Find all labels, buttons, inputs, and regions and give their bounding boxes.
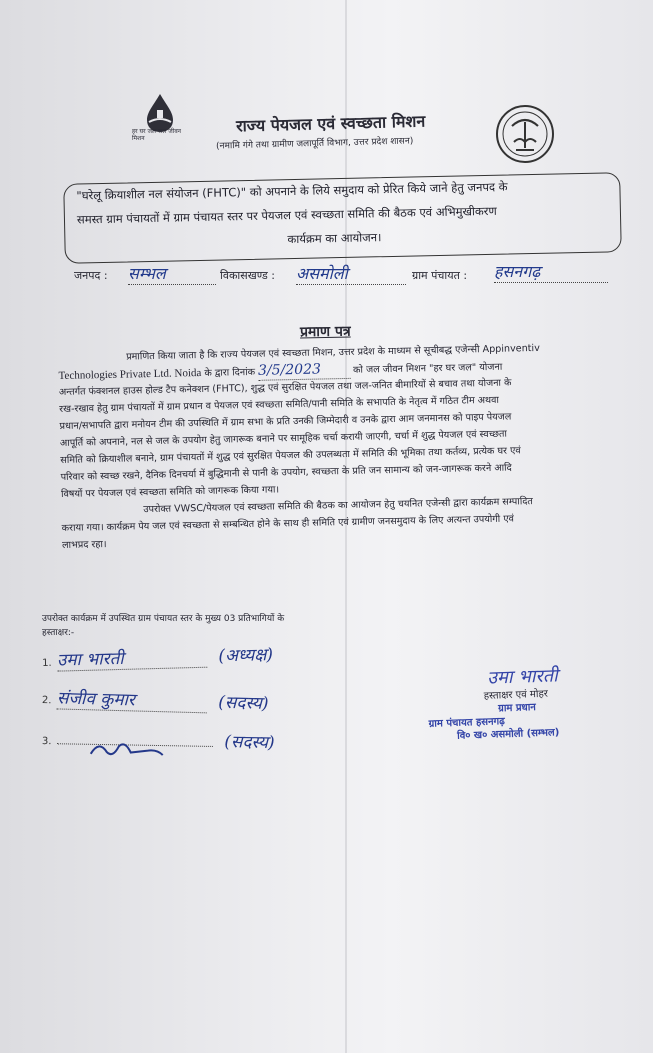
participant-role: (सदस्य) (224, 732, 275, 754)
pradhan-signature: उमा भारती (486, 665, 559, 689)
district-value: सम्भल (128, 262, 216, 285)
body-line-6: आपूर्ति को अपनाने, नल से जल के उपयोग हेतु जागरूक बनाने पर सामूहिक चर्चा करायी जाएगी, चर्चा में शुद्ध पेयजल एवं स्वच्छता (59, 428, 508, 449)
mission-subtitle: (नमामि गंगे तथा ग्रामीण जलापूर्ति विभाग, उत्तर प्रदेश शासन) (215, 136, 414, 152)
banner-line-1: "घरेलू क्रियाशील नल संयोजन (FHTC)" को अपनाने के लिये समुदाय को प्रेरित किये जाने हेतु जनपद के (76, 179, 508, 203)
banner-line-2: समस्त ग्राम पंचायतों में ग्राम पंचायत स्तर पर पेयजल एवं स्वच्छता समिति की बैठक एवं अभिमुखीकरण (76, 203, 497, 227)
participant-signature-1 (42, 642, 274, 672)
up-government-emblem (490, 102, 560, 166)
logo-caption: हर घर जल जल जीवन मिशन (132, 128, 181, 142)
block-value: असमोली (296, 262, 406, 285)
participant-number: 1. (41, 657, 52, 670)
certificate-title: प्रमाण पत्र (299, 323, 351, 341)
program-banner (63, 172, 622, 264)
body-line-9: विषयों पर पेयजल एवं स्वच्छता समिति को जागरूक किया गया। (60, 484, 280, 500)
block-field (296, 262, 406, 285)
signatures-intro-line-2: हस्ताक्षर:- (42, 628, 75, 638)
body-line-2-end: को जल जीवन मिशन "हर घर जल" योजना (353, 361, 503, 376)
body-line-12: लाभप्रद रहा। (61, 539, 107, 551)
jal-jeevan-mission-logo (135, 92, 185, 152)
panchayat-field (494, 260, 608, 283)
panchayat-value: हसनगढ़ (494, 260, 608, 283)
body-line-4: रख-रखाव हेतु ग्राम पंचायतों में ग्राम प्रधान व पेयजल एवं स्वच्छता समिति/पानी समिति के सभापति के नेतृत्व में गठित टीम अथवा (59, 394, 500, 415)
banner-line-3: कार्यक्रम का आयोजन। (287, 230, 382, 247)
stamp-designation: ग्राम प्रधान (498, 702, 537, 715)
participant-role: (अध्यक्ष) (218, 644, 274, 667)
participant-name: उमा भारती (57, 644, 208, 672)
participant-role: (सदस्य) (218, 692, 269, 714)
district-field (128, 262, 216, 285)
scribble-signature-icon (87, 738, 167, 761)
participant-name: संजीव कुमार (57, 685, 208, 713)
body-line-2-text: के द्वारा दिनांक (204, 366, 256, 379)
pradhan-stamp (427, 660, 650, 744)
participant-name (57, 743, 213, 747)
stamp-panchayat: ग्राम पंचायत हसनगढ़ (428, 716, 506, 730)
body-line-5: प्रधान/सभापति द्वारा मनोयन टीम की उपस्थिति में ग्राम सभा के प्रति उनकी जिम्मेदारी व उनके द्वारा आम जनमानस को पाइप पेयजल (59, 411, 512, 432)
participant-number: 3. (41, 735, 52, 748)
panchayat-label: ग्राम पंचायत : (412, 269, 468, 282)
certificate-body (58, 338, 652, 554)
block-label: विकासखण्ड : (220, 269, 276, 282)
stamp-caption: हस्ताक्षर एवं मोहर (483, 688, 549, 702)
participant-signature-2 (42, 685, 269, 715)
body-line-11: कराया गया। कार्यक्रम पेय जल एवं स्वच्छता से सम्बन्धित होने के साथ ही समिति एवं ग्रामीण जनसमुदाय के लिए अत्यन्त उपयोगी एवं (61, 513, 515, 534)
mission-title: राज्य पेयजल एवं स्वच्छता मिशन (235, 111, 426, 136)
body-line-10: उपरोक्त VWSC/पेयजल एवं स्वच्छता समिति की बैठक का आयोजन हेतु चयनित एजेन्सी द्वारा कार्यक्रम सम्पादित (143, 496, 533, 516)
body-line-8: परिवार को स्वच्छ रखने, दैनिक दिनचर्या में बुद्धिमानी से पानी के उपयोग, स्वच्छता के प्रति जन सामान्य को जन-जागरूक करने आदि (60, 462, 512, 483)
signatures-intro (42, 612, 284, 640)
agency-name: Technologies Private Ltd. Noida (58, 367, 202, 382)
signatures-intro-line-1: उपरोक्त कार्यक्रम में उपस्थित ग्राम पंचायत स्तर के मुख्य 03 प्रतिभागियों के (42, 614, 285, 624)
district-label: जनपद : (74, 269, 108, 282)
body-line-3: अन्तर्गत फंक्शनल हाउस होल्ड टैप कनेक्शन (FHTC), शुद्ध एवं सुरक्षित पेयजल तथा जल-जनित बीमारियों से बचाव तथा योजना के (58, 377, 512, 398)
participant-signature-3 (42, 726, 275, 753)
participant-number: 2. (41, 695, 52, 707)
program-date: 3/5/2023 (258, 361, 350, 381)
body-line-1: प्रमाणित किया जाता है कि राज्य पेयजल एवं स्वच्छता मिशन, उत्तर प्रदेश के माध्यम से सूचीबद्ध एजेन्सी Appinventiv (126, 342, 540, 363)
body-line-7: समिति को क्रियाशील बनाने, ग्राम पंचायतों में शुद्ध एवं सुरक्षित पेयजल की उपलब्धता में समिति की भूमिका तथा कर्तव्य, प्रत्येक घर एवं (60, 445, 521, 466)
stamp-block: वि० ख० असमोली (सम्भल) (456, 727, 560, 742)
